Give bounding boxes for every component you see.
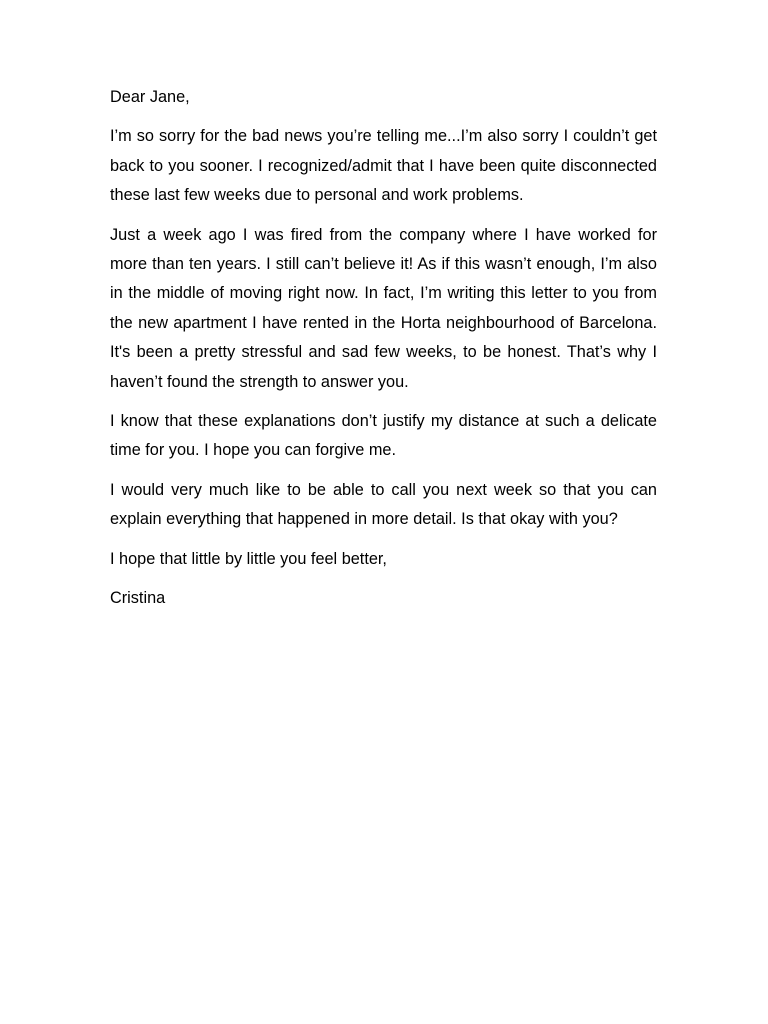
letter-body — [110, 83, 657, 624]
paragraph-call-request: I would very much like to be able to call you next week so that you can explain everything that happened in more detail. Is that okay with you? — [110, 480, 657, 529]
paragraph-job-and-move: Just a week ago I was fired from the company where I have worked for more than ten years. I still can’t believe it! As if this wasn’t enough, I’m also in the middle of moving right now. In fact, I’m writing this letter to you from the new apartment I have rented in the Horta neighbourhood of Barcelona. It's been a pretty stressful and sad few weeks, to be honest. That’s why I haven’t found the strength to answer you. — [110, 225, 657, 391]
closing-line: I hope that little by little you feel better, — [110, 549, 387, 568]
paragraph-forgiveness: I know that these explanations don’t justify my distance at such a delicate time for you. I hope you can forgive me. — [110, 412, 657, 460]
paragraph-apology: I’m so sorry for the bad news you’re telling me...I’m also sorry I couldn’t get back to you sooner. I recognized/admit that I have been quite disconnected these last few weeks due to personal and work problems. — [110, 127, 657, 205]
salutation: Dear Jane, — [110, 88, 190, 106]
signature: Cristina — [110, 589, 166, 608]
